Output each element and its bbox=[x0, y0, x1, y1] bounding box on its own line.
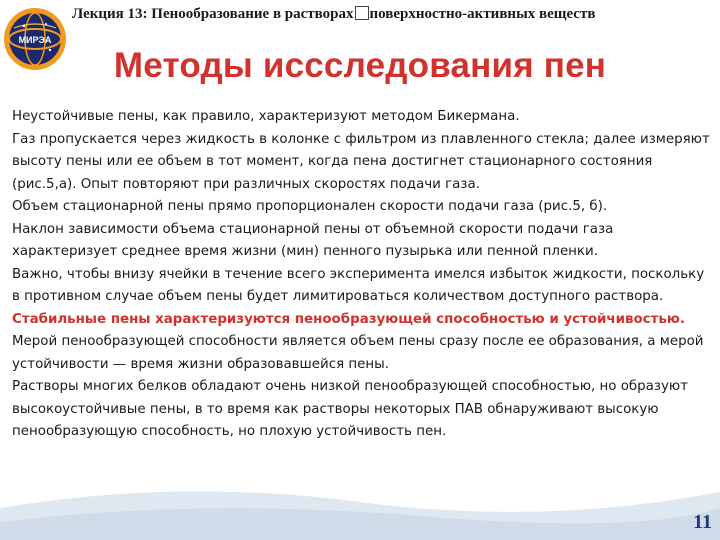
paragraph: Объем стационарной пены прямо пропорционален скорости подачи газа (рис.5, б). bbox=[12, 199, 608, 214]
slide-body bbox=[12, 106, 712, 444]
lecture-header-right: поверхностно-активных веществ bbox=[369, 6, 596, 22]
lecture-header bbox=[72, 6, 712, 23]
page-number: 11 bbox=[693, 511, 712, 533]
paragraph: Неустойчивые пены, как правило, характеризуют методом Бикермана. bbox=[12, 109, 520, 124]
paragraph: Газ пропускается через жидкость в колонке с фильтром из плавленного стекла; далее измеряют высоту пены или ее объем в тот момент, когда пена достигнет стационарного состояния (рис.5,а). Опыт повторяют при различных скоростях подачи газа. bbox=[12, 131, 710, 192]
paragraph: Мерой пенообразующей способности является объем пены сразу после ее образования, а мерой устойчивости — время жизни образовавшейся пены. bbox=[12, 334, 704, 372]
paragraph: Важно, чтобы внизу ячейки в течение всего эксперимента имелся избыток жидкости, поскольку в противном случае объем пены будет лимитироваться количеством доступного раствора. bbox=[12, 266, 705, 304]
slide-title: Методы иссследования пен bbox=[113, 46, 607, 85]
lecture-header-left: Лекция 13: Пенообразование в растворах bbox=[72, 6, 354, 22]
paragraph: Растворы многих белков обладают очень низкой пенообразующей способностью, но образуют высокоустойчивые пены, в то время как растворы некоторых ПАВ обнаруживают высокую пенообразующую способность, но плохую устойчивость пен. bbox=[12, 379, 688, 439]
footer-band bbox=[0, 478, 720, 540]
highlight-paragraph: Стабильные пены характеризуются пенообразующей способностью и устойчивостью. bbox=[12, 311, 685, 327]
paragraph: Наклон зависимости объема стационарной пены от объемной скорости подачи газа характеризует среднее время жизни (мин) пенного пузырька или пенной пленки. bbox=[12, 221, 614, 259]
missing-glyph-box-icon bbox=[355, 6, 369, 20]
logo-text: МИРЭА bbox=[18, 35, 52, 45]
